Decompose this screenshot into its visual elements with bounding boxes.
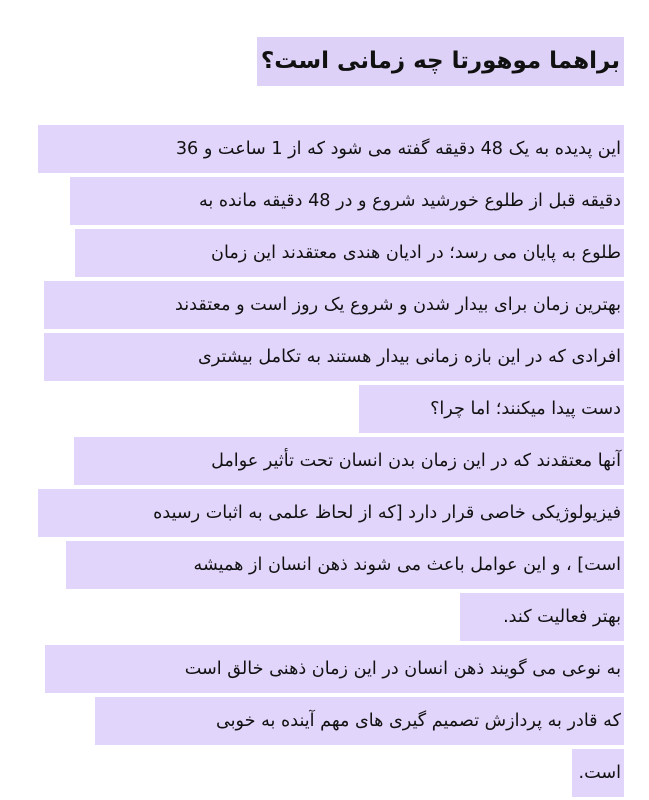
paragraph-line: دقیقه قبل از طلوع خورشید شروع و در 48 دقیقه مانده به [70,177,624,225]
paragraph-line: دست پیدا میکنند؛ اما چرا؟ [359,385,624,433]
paragraph-line: افرادی که در این بازه زمانی بیدار هستند به تکامل بیشتری [44,333,624,381]
title-block [257,37,624,86]
paragraph-line: این پدیده به یک 48 دقیقه گفته می شود که از 1 ساعت و 36 [38,125,624,173]
page-title: براهما موهورتا چه زمانی است؟ [257,37,624,86]
paragraph-line: بهتر فعالیت کند. [460,593,624,641]
paragraph-line: طلوع به پایان می رسد؛ در ادیان هندی معتقدند این زمان [75,229,624,277]
paragraph-line: که قادر به پردازش تصمیم گیری های مهم آینده به خوبی [95,697,624,745]
paragraph-line: بهترین زمان برای بیدار شدن و شروع یک روز است و معتقدند [44,281,624,329]
paragraph-line: است. [572,749,624,797]
paragraph-line: آنها معتقدند که در این زمان بدن انسان تحت تأثیر عوامل [74,437,624,485]
paragraph-line: است] ، و این عوامل باعث می شوند ذهن انسان از همیشه [66,541,624,589]
paragraph-line: به نوعی می گویند ذهن انسان در این زمان ذهنی خالق است [45,645,624,693]
paragraph-line: فیزیولوژیکی خاصی قرار دارد [که از لحاظ علمی به اثبات رسیده [38,489,624,537]
